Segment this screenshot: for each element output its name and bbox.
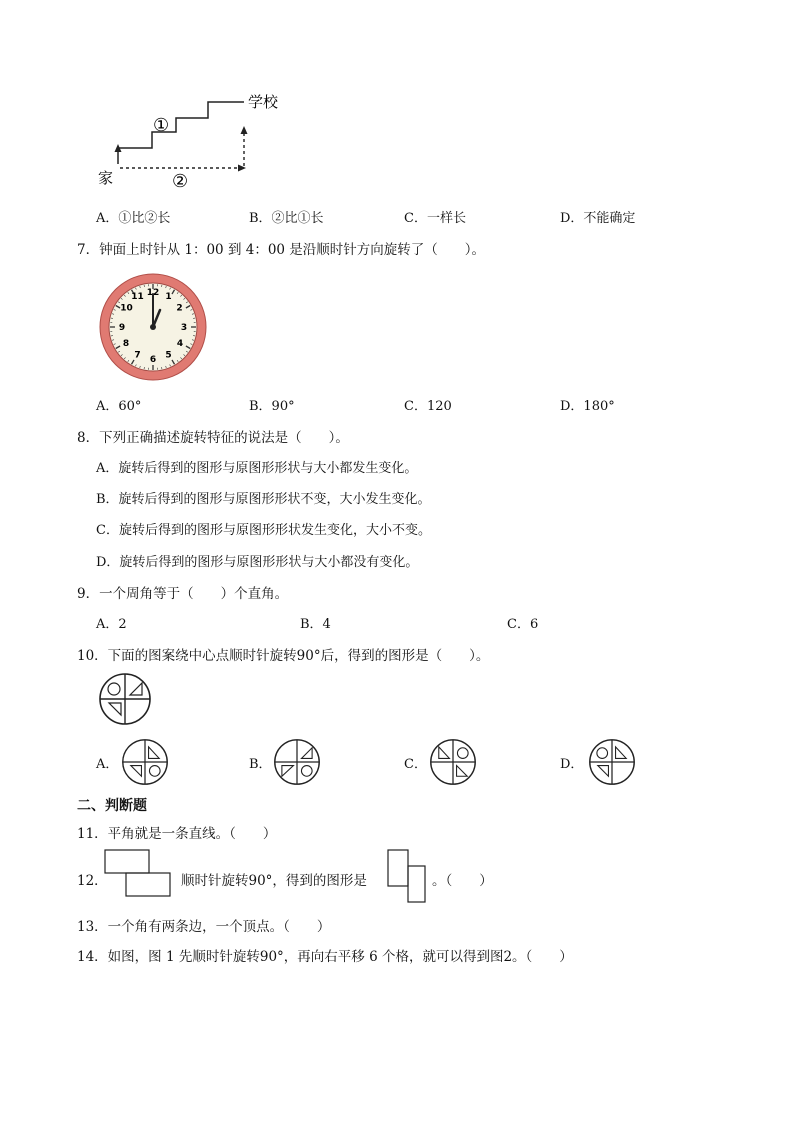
q14-text: 14．如图，图 1 先顺时针旋转90°，再向右平移 6 个格，就可以得到图2。（ ）	[77, 949, 573, 965]
q7-option-b[interactable]: B．90°	[249, 399, 295, 414]
q6-option-b[interactable]: B．②比①长	[249, 211, 324, 226]
q11-text: 11．平角就是一条直线。（ ）	[77, 826, 277, 842]
q8-option-b[interactable]: B．旋转后得到的图形与原图形形状不变，大小发生变化。	[96, 492, 431, 507]
q9-option-a[interactable]: A．2	[96, 617, 127, 632]
q10-option-c-figure[interactable]	[429, 738, 477, 786]
q12-suffix: 。（ ）	[432, 873, 493, 889]
q10-text: 10．下面的图案绕中心点顺时针旋转90°后，得到的图形是（ ）。	[77, 648, 490, 664]
route-1-label: ①	[153, 115, 170, 136]
q10-option-b-figure[interactable]	[273, 738, 321, 786]
q8-option-a[interactable]: A．旋转后得到的图形与原图形形状与大小都发生变化。	[96, 461, 418, 476]
q13-text: 13．一个角有两条边，一个顶点。（ ）	[77, 919, 331, 935]
clock-number-3: 3	[180, 323, 188, 333]
q6-option-a[interactable]: A．①比②长	[96, 211, 171, 226]
clock-number-11: 11	[131, 292, 144, 302]
q10-pattern	[98, 672, 152, 726]
clock-number-2: 2	[176, 303, 183, 314]
clock-number-6: 6	[149, 355, 157, 365]
clock-number-7: 7	[134, 350, 141, 361]
q12-middle: 顺时针旋转90°，得到的图形是	[181, 873, 367, 889]
clock-number-8: 8	[122, 339, 130, 349]
q10-option-d-label[interactable]: D．	[560, 757, 584, 772]
q8-text: 8．下列正确描述旋转特征的说法是（ ）。	[77, 430, 349, 446]
q10-option-d-figure[interactable]	[588, 738, 636, 786]
q7-option-a[interactable]: A．60°	[96, 399, 142, 414]
route-2-label: ②	[172, 171, 189, 188]
q10-option-c-label[interactable]: C．	[404, 757, 427, 772]
clock-number-12: 12	[146, 288, 160, 298]
clock-number-10: 10	[120, 303, 133, 314]
q10-option-a-figure[interactable]	[121, 738, 169, 786]
clock-number-5: 5	[165, 350, 172, 361]
clock-face	[98, 272, 208, 382]
clock-number-1: 1	[165, 292, 172, 302]
q6-option-c[interactable]: C．一样长	[404, 211, 466, 226]
q9-option-b[interactable]: B．4	[300, 617, 331, 632]
q7-text: 7．钟面上时针从 1：00 到 4：00 是沿顺时针方向旋转了（ ）。	[77, 242, 486, 258]
section-title: 二、判断题	[77, 798, 147, 814]
clock-number-9: 9	[118, 323, 126, 333]
q8-option-d[interactable]: D．旋转后得到的图形与原图形形状与大小都没有变化。	[96, 555, 419, 570]
q12-result-figure	[387, 849, 427, 905]
route-1-path	[118, 102, 244, 164]
home-label: 家	[98, 169, 114, 187]
q12-prefix: 12．	[77, 873, 108, 889]
q9-option-c[interactable]: C．6	[507, 617, 539, 632]
q7-option-d[interactable]: D．180°	[560, 399, 615, 414]
q12-original-figure	[104, 849, 174, 899]
clock-number-4: 4	[176, 339, 184, 349]
q6-option-d[interactable]: D．不能确定	[560, 211, 636, 226]
q10-option-b-label[interactable]: B．	[249, 757, 272, 772]
q7-option-c[interactable]: C．120	[404, 399, 452, 414]
school-label: 学校	[248, 93, 279, 111]
q8-option-c[interactable]: C．旋转后得到的图形与原图形形状发生变化，大小不变。	[96, 523, 431, 538]
q9-text: 9．一个周角等于（ ）个直角。	[77, 586, 289, 602]
arrow-right-icon	[238, 165, 246, 172]
route-diagram	[96, 88, 296, 188]
q10-option-a-label[interactable]: A．	[96, 757, 119, 772]
arrow-up-icon	[241, 126, 248, 134]
